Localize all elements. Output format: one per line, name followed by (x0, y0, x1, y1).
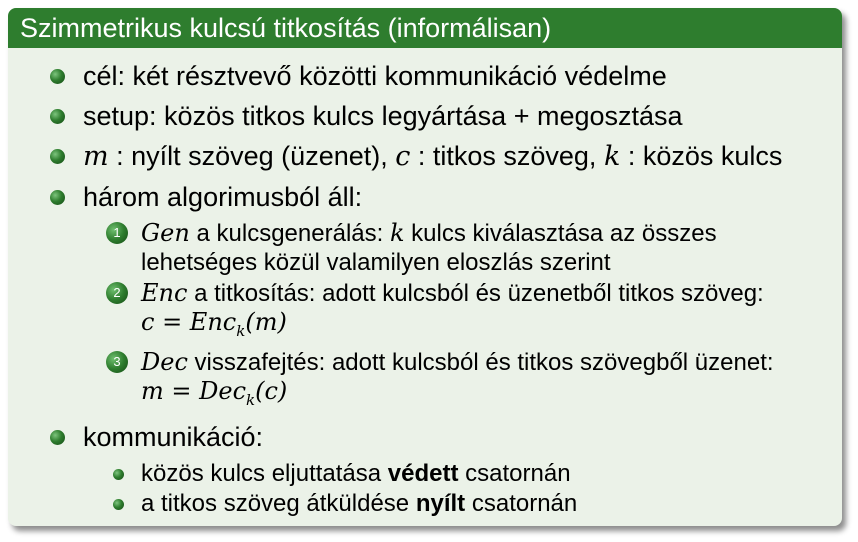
comm-text: csatornán (465, 489, 578, 517)
communication-list (8, 459, 842, 519)
block-body (8, 48, 842, 519)
notation-k-text: : közös kulcs (620, 141, 783, 171)
comm-item-protected (8, 459, 842, 489)
list-item-three-algos (8, 181, 842, 213)
comm-text: közös kulcs eljuttatása (141, 459, 388, 487)
algo-text: visszafejtés: adott kulcsból és titkos szövegből üzenet: (187, 348, 774, 376)
list-item-communication (8, 421, 842, 453)
comm-bold: védett (387, 459, 459, 487)
formula-lhs: m = Dec (141, 376, 247, 405)
algo-text: kulcs kiválasztása az összes (404, 220, 717, 247)
math-k: k (389, 219, 405, 247)
algorithm-enc (8, 279, 842, 346)
algo-line (141, 219, 842, 248)
comm-item-open (8, 489, 842, 519)
number-badge-icon: 3 (106, 351, 128, 373)
formula-rhs: (m) (245, 308, 287, 336)
bullet-icon (50, 430, 65, 445)
comm-text: a titkos szöveg átküldése (141, 489, 416, 517)
formula-enc (141, 308, 842, 346)
formula-rhs: (c) (255, 376, 288, 405)
algorithm-list (8, 219, 842, 415)
number-badge-icon: 1 (106, 222, 128, 244)
formula-sub: k (236, 321, 246, 340)
formula-dec (141, 377, 842, 415)
bullet-icon (50, 149, 65, 164)
math-c: c (395, 141, 411, 172)
notation-m-text: : nyílt szöveg (üzenet), (108, 141, 396, 171)
list-item-setup (8, 100, 842, 132)
three-algos-text: három algorimusból áll: (83, 182, 363, 212)
number-badge-icon: 2 (106, 282, 128, 304)
algo-line (141, 279, 842, 308)
math-m: m (83, 141, 109, 172)
math-dec: Dec (141, 347, 188, 376)
goal-text: cél: két résztvevő közötti kommunikáció védelme (83, 61, 667, 91)
comm-bold: nyílt (415, 489, 466, 517)
small-bullet-icon (113, 469, 124, 480)
math-k: k (603, 141, 621, 172)
algo-text: a kulcsgenerálás: (189, 220, 390, 247)
bullet-icon (50, 69, 65, 84)
formula-lhs: c = Enc (141, 308, 237, 336)
list-item-goal (8, 60, 842, 92)
algo-line-2: lehetséges közül valamilyen eloszlás szerint (141, 249, 611, 276)
communication-text: kommunikáció: (83, 421, 264, 452)
comm-text: csatornán (458, 459, 571, 487)
block-title: Szimmetrikus kulcsú titkosítás (informálisan) (8, 8, 842, 48)
slide-block (8, 8, 842, 526)
algo-line (141, 348, 842, 377)
algorithm-gen (8, 219, 842, 277)
math-gen: Gen (141, 219, 190, 247)
notation-c-text: : titkos szöveg, (410, 141, 604, 171)
setup-text: setup: közös titkos kulcs legyártása + megosztása (83, 101, 683, 131)
bullet-icon (50, 109, 65, 124)
list-item-notation (8, 140, 842, 173)
algo-text: a titkosítás: adott kulcsból és üzenetből titkos szöveg: (187, 280, 764, 307)
math-enc: Enc (141, 279, 188, 307)
formula-sub: k (246, 390, 256, 409)
small-bullet-icon (113, 499, 124, 510)
algorithm-dec (8, 348, 842, 415)
bullet-icon (50, 190, 65, 205)
